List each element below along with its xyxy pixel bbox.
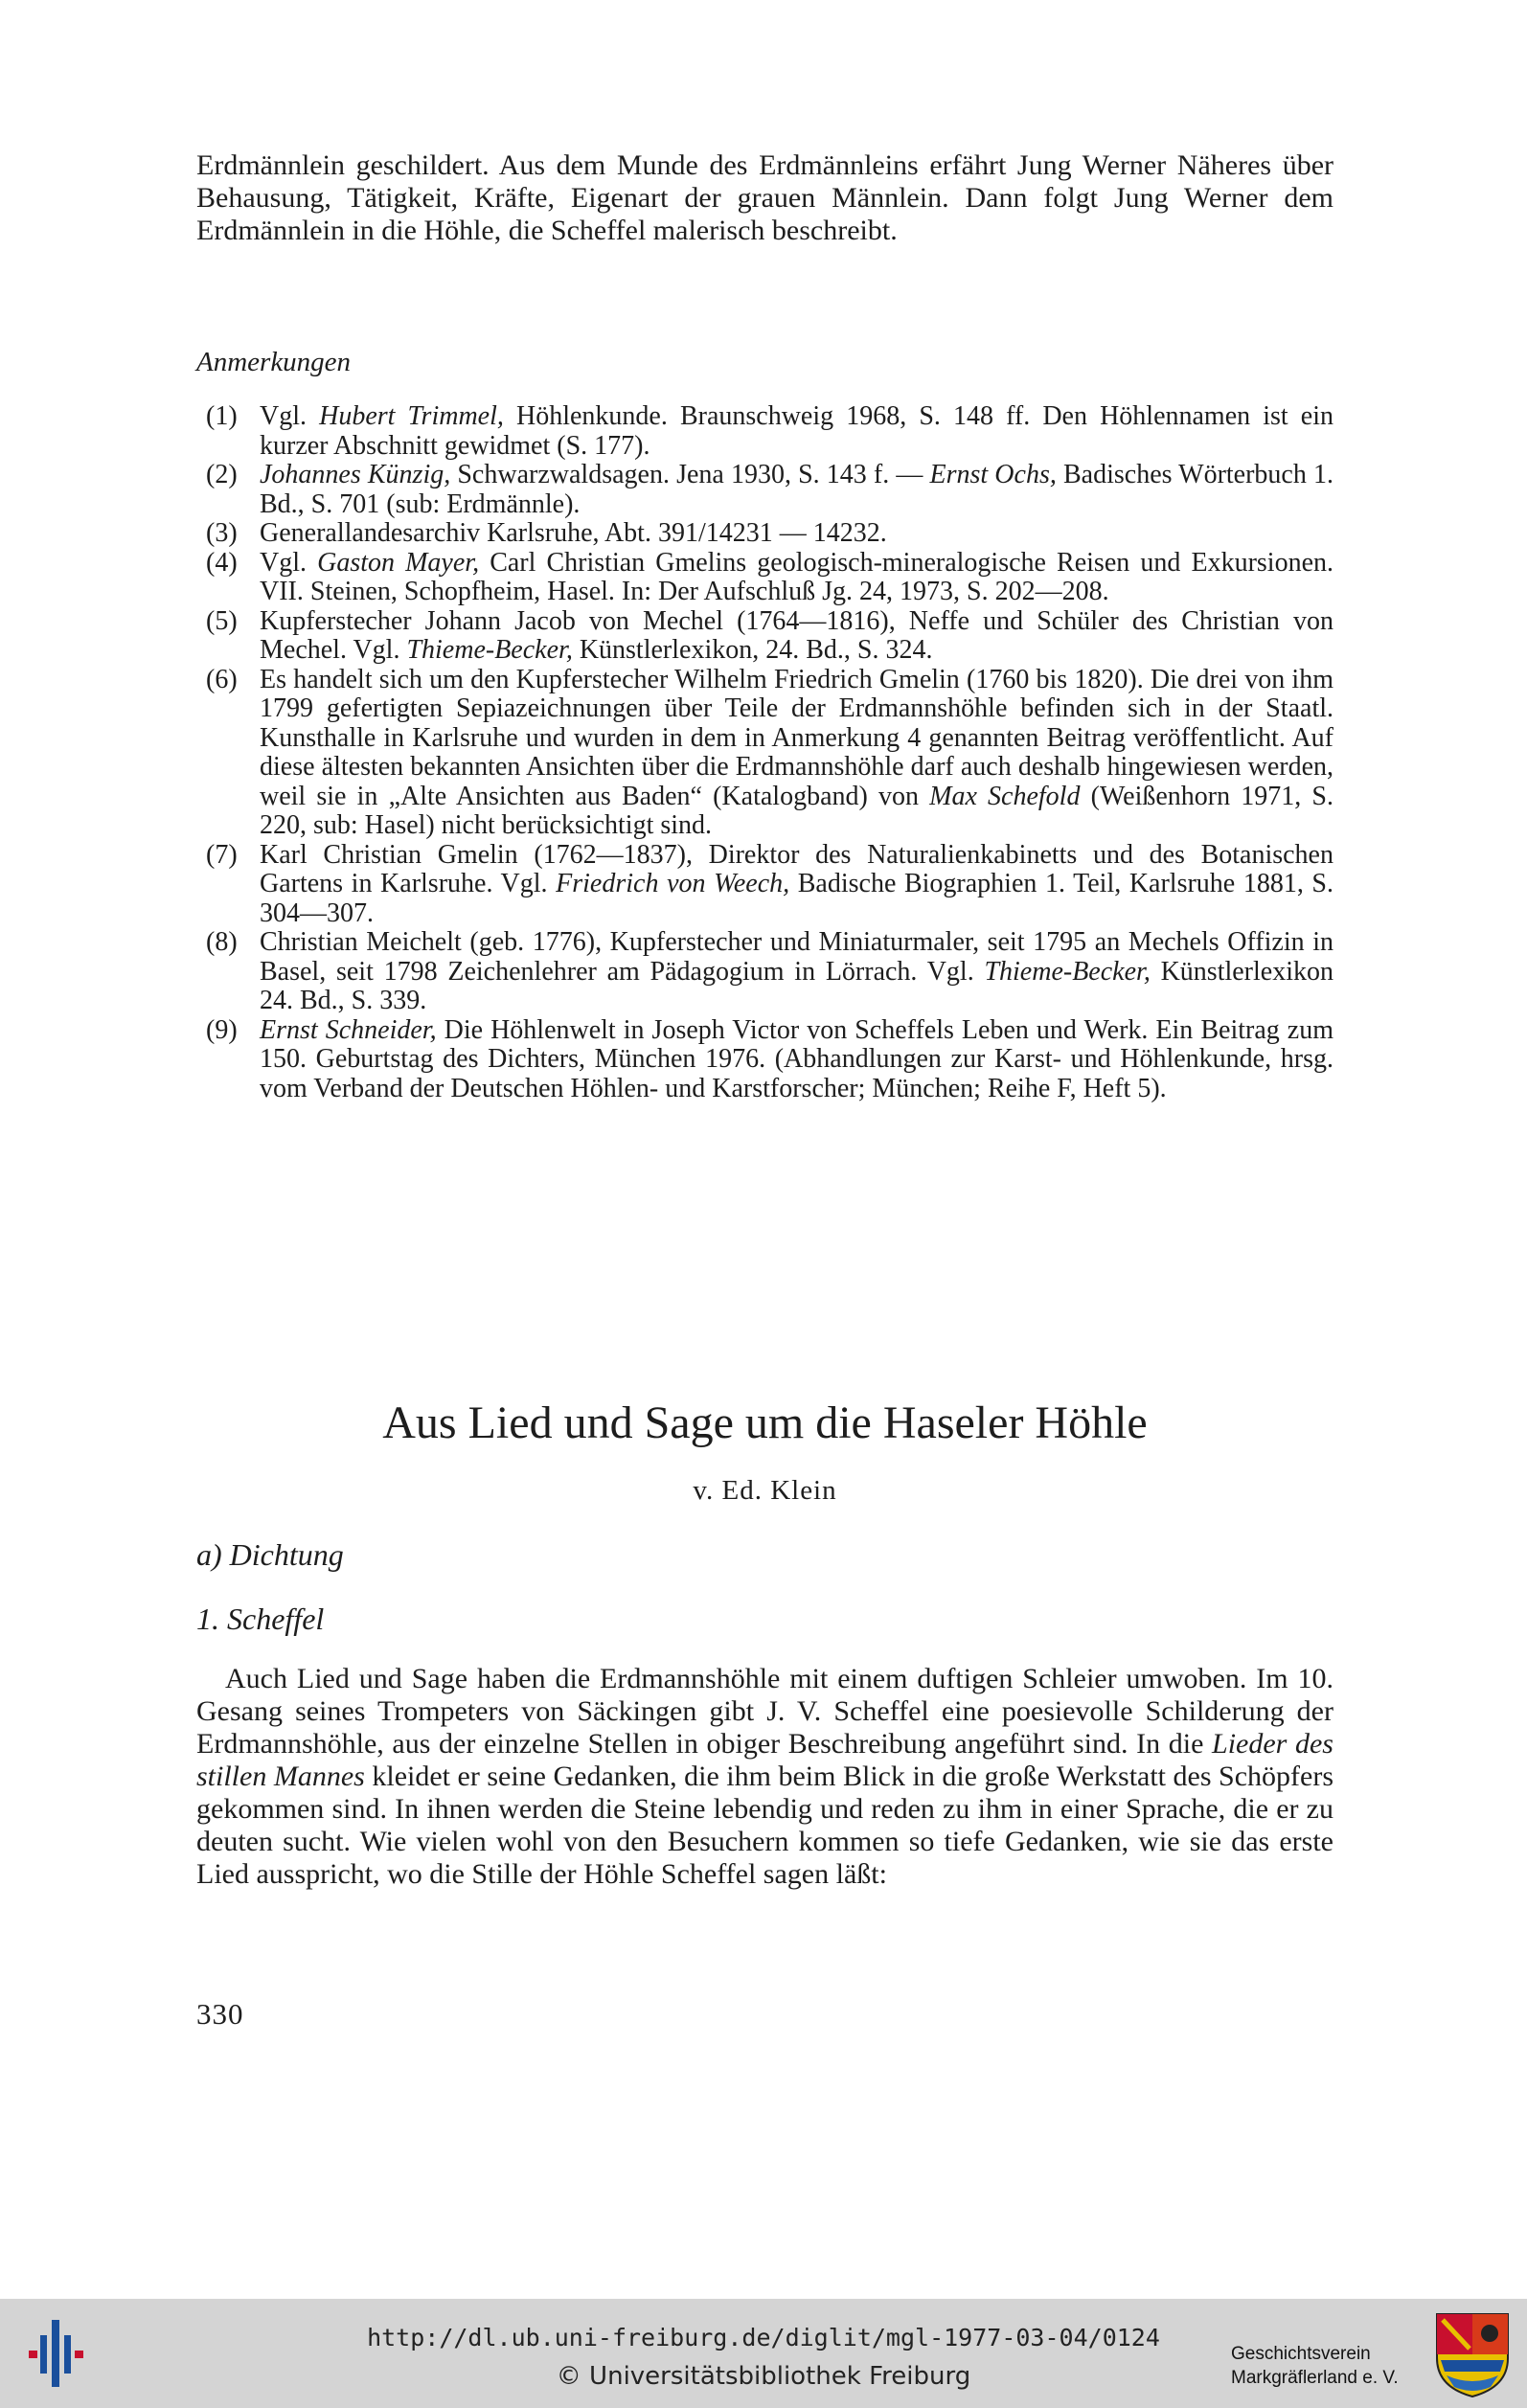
society-line-1: Geschichtsverein: [1231, 2344, 1371, 2364]
note-number: (9): [206, 1014, 238, 1045]
notes-heading: Anmerkungen: [196, 347, 352, 377]
intro-block: [196, 149, 1333, 247]
note-number: (4): [206, 547, 238, 578]
note-item: [206, 402, 1333, 461]
footer-bar: [0, 2299, 1527, 2408]
article-author: v. Ed. Klein: [693, 1475, 837, 1506]
society-line-2: Markgräflerland e. V.: [1231, 2368, 1399, 2388]
note-text: Generallandesarchiv Karlsruhe, Abt. 391/14231 — 14232.: [260, 518, 887, 548]
note-item: [206, 666, 1333, 841]
note-number: (5): [206, 605, 238, 636]
note-number: (2): [206, 460, 238, 489]
source-url-link[interactable]: http://dl.ub.uni-freiburg.de/diglit/mgl-1977-03-04/0124: [367, 2324, 1160, 2351]
note-number: (6): [206, 664, 238, 694]
page-number: 330: [196, 1997, 244, 2031]
note-number: (8): [206, 927, 238, 957]
note-text: Es handelt sich um den Kupferstecher Wilhelm Friedrich Gmelin (1760 bis 1820). Die drei von ihm 1799 gefertigten Sepiazeichnungen über Teile der Erdmannshöhle befinden sich in der Staatl. Kunsthalle in Karlsruhe und wurden in dem in Anmerkung 4 genannten Beitrag veröffentlicht. Auf diese ältesten bekannten Ansichten über die Erdmannshöhle darf auch deshalb hingewiesen werden, weil sie in „Alte Ansichten aus Baden“ (Katalogband) von Max Schefold (Weißenhorn 1971, S. 220, sub: Hasel) nicht berücksichtigt sind.: [260, 664, 1333, 840]
note-item: [206, 928, 1333, 1016]
note-item: [206, 549, 1333, 607]
note-item: [206, 461, 1333, 519]
society-name: [1231, 2342, 1399, 2390]
note-text: Ernst Schneider, Die Höhlenwelt in Joseph Victor von Scheffels Leben und Werk. Ein Beitrag zum 150. Geburtstag des Dichters, München 1976. (Abhandlungen zur Karst- und Höhlenkunde, hrsg. vom Verband der Deutschen Höhlen- und Karstforscher; München; Reihe F, Heft 5).: [260, 1014, 1334, 1103]
note-text: Karl Christian Gmelin (1762—1837), Direktor des Naturalienkabinetts und des Botanischen Gartens in Karlsruhe. Vgl. Friedrich von Weech, Badische Biographien 1. Teil, Karlsruhe 1881, S. 304—307.: [260, 839, 1333, 928]
note-text: Kupferstecher Johann Jacob von Mechel (1764—1816), Neffe und Schüler des Christian von Mechel. Vgl. Thieme-Becker, Künstlerlexikon, 24. Bd., S. 324.: [260, 605, 1333, 665]
note-item: [206, 519, 1333, 549]
note-text: Vgl. Hubert Trimmel, Höhlenkunde. Braunschweig 1968, S. 148 ff. Den Höhlennamen ist ein kurzer Abschnitt gewidmet (S. 177).: [260, 401, 1334, 461]
note-item: [206, 607, 1333, 666]
intro-paragraph: Erdmännlein geschildert. Aus dem Munde des Erdmännleins erfährt Jung Werner Näheres über Behausung, Tätigkeit, Kräfte, Eigenart der grauen Männlein. Dann folgt Jung Werner dem Erdmännlein in die Höhle, die Scheffel malerisch beschreibt.: [196, 149, 1333, 246]
note-number: (1): [206, 401, 238, 431]
note-item: [206, 841, 1333, 929]
section-heading: a) Dichtung: [196, 1537, 344, 1572]
note-text: Vgl. Gaston Mayer, Carl Christian Gmelins geologisch-mineralogische Reisen und Exkursionen. VII. Steinen, Schopfheim, Hasel. In: Der Aufschluß Jg. 24, 1973, S. 202—208.: [260, 547, 1333, 606]
note-item: [206, 1016, 1333, 1104]
article-title: Aus Lied und Sage um die Haseler Höhle: [382, 1397, 1148, 1448]
note-number: (3): [206, 518, 238, 548]
article-paragraph: Auch Lied und Sage haben die Erdmannshöhle mit einem duftigen Schleier umwoben. Im 10. Gesang seines Trompeters von Säckingen gibt J. V. Scheffel eine poesievolle Schilderung der Erdmannshöhle, aus der einzelne Stellen in obiger Beschreibung angeführt sind. In die Lieder des stillen Mannes kleidet er seine Gedanken, die ihm beim Blick in die große Werkstatt des Schöpfers gekommen sind. In ihnen werden die Steine lebendig und reden zu ihm in einer Sprache, die er zu deuten sucht. Wie vielen wohl von den Besuchern kommen so tiefe Gedanken, wie sie das erste Lied ausspricht, wo die Stille der Höhle Scheffel sagen läßt:: [196, 1663, 1334, 1890]
note-number: (7): [206, 839, 238, 870]
note-text: Christian Meichelt (geb. 1776), Kupferstecher und Miniaturmaler, seit 1795 an Mechels Offizin in Basel, seit 1798 Zeichenlehrer am Pädagogium in Lörrach. Vgl. Thieme-Becker, Künstlerlexikon 24. Bd., S. 339.: [260, 927, 1333, 1015]
notes-list: [206, 402, 1333, 1103]
article-body: [196, 1663, 1333, 1891]
copyright-text: © Universitätsbibliothek Freiburg: [556, 2362, 971, 2391]
coat-of-arms-icon: [1433, 2310, 1512, 2398]
subsection-heading: 1. Scheffel: [196, 1602, 325, 1636]
note-text: Johannes Künzig, Schwarzwaldsagen. Jena 1930, S. 143 f. — Ernst Ochs, Badisches Wörterbuch 1. Bd., S. 701 (sub: Erdmännle).: [260, 460, 1333, 519]
